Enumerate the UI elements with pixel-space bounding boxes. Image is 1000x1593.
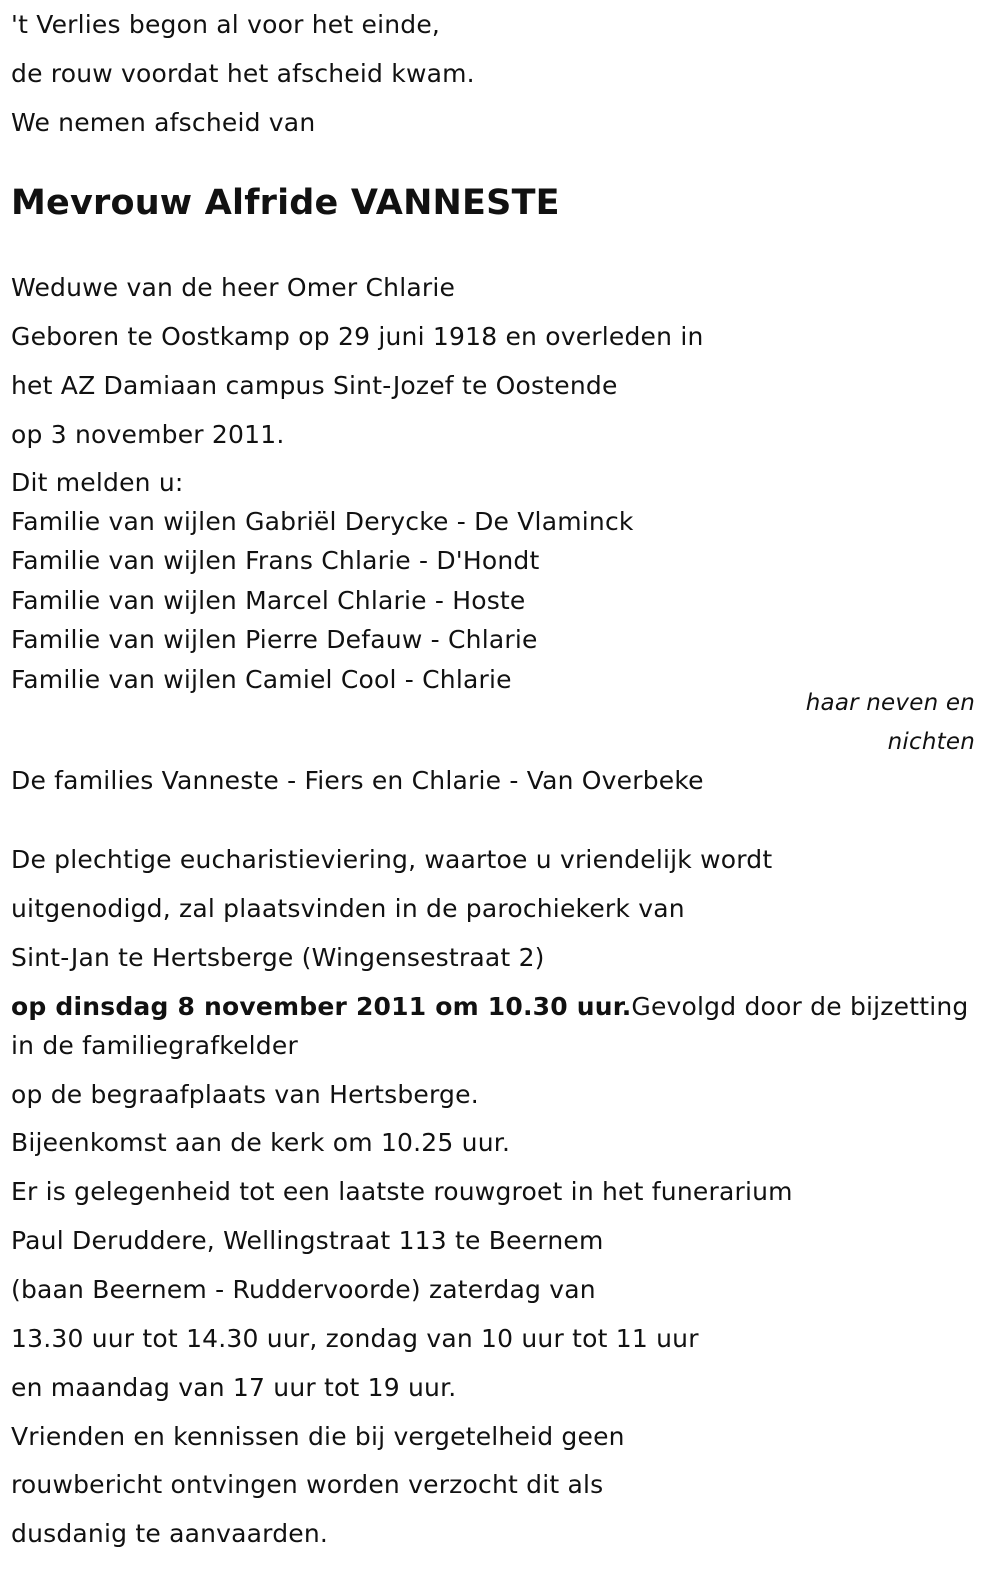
ceremony-line-2: uitgenodigd, zal plaatsvinden in de parochiekerk van	[11, 894, 685, 923]
family-line: Familie van wijlen Frans Chlarie - D'Hondt	[11, 546, 540, 575]
announcers-heading: Dit melden u:	[11, 468, 184, 497]
ceremony-line-5: in de familiegrafkelder	[11, 1031, 298, 1060]
intro-line-2: de rouw voordat het afscheid kwam.	[11, 59, 475, 88]
ceremony-date-line	[11, 992, 968, 1022]
details-line-1: Weduwe van de heer Omer Chlarie	[11, 273, 456, 302]
signoff-line-2: nichten	[887, 729, 975, 755]
details-line-3: het AZ Damiaan campus Sint-Jozef te Oostende	[11, 371, 618, 400]
deceased-name: Mevrouw Alfride VANNESTE	[11, 183, 560, 223]
visitation-line-2: Paul Deruddere, Wellingstraat 113 te Beernem	[11, 1226, 604, 1255]
signoff-line-1: haar neven en	[805, 690, 975, 716]
family-line: Familie van wijlen Gabriël Derycke - De Vlaminck	[11, 507, 634, 536]
family-line: Familie van wijlen Camiel Cool - Chlarie	[11, 665, 512, 694]
visitation-line-1: Er is gelegenheid tot een laatste rouwgroet in het funerarium	[11, 1177, 793, 1206]
ceremony-line-1: De plechtige eucharistieviering, waartoe u vriendelijk wordt	[11, 845, 773, 874]
details-line-2: Geboren te Oostkamp op 29 juni 1918 en overleden in	[11, 322, 704, 351]
other-families: De families Vanneste - Fiers en Chlarie - Van Overbeke	[11, 766, 704, 795]
ceremony-line-6: op de begraafplaats van Hertsberge.	[11, 1080, 479, 1109]
details-line-4: op 3 november 2011.	[11, 420, 285, 449]
closing-line-1: Vrienden en kennissen die bij vergetelheid geen	[11, 1422, 625, 1451]
visitation-line-3: (baan Beernem - Ruddervoorde) zaterdag van	[11, 1275, 596, 1304]
ceremony-date: op dinsdag 8 november 2011 om 10.30 uur.	[11, 992, 632, 1021]
ceremony-line-3: Sint-Jan te Hertsberge (Wingensestraat 2)	[11, 943, 545, 972]
intro-line-3: We nemen afscheid van	[11, 108, 316, 137]
intro-line-1: 't Verlies begon al voor het einde,	[11, 10, 441, 39]
closing-line-2: rouwbericht ontvingen worden verzocht dit als	[11, 1470, 604, 1499]
family-line: Familie van wijlen Marcel Chlarie - Hoste	[11, 586, 526, 615]
family-line: Familie van wijlen Pierre Defauw - Chlarie	[11, 625, 538, 654]
closing-line-3: dusdanig te aanvaarden.	[11, 1519, 329, 1548]
ceremony-after-date: Gevolgd door de bijzetting	[631, 992, 969, 1021]
visitation-line-4: 13.30 uur tot 14.30 uur, zondag van 10 uur tot 11 uur	[11, 1324, 699, 1353]
visitation-line-5: en maandag van 17 uur tot 19 uur.	[11, 1373, 457, 1402]
ceremony-line-7: Bijeenkomst aan de kerk om 10.25 uur.	[11, 1128, 511, 1157]
